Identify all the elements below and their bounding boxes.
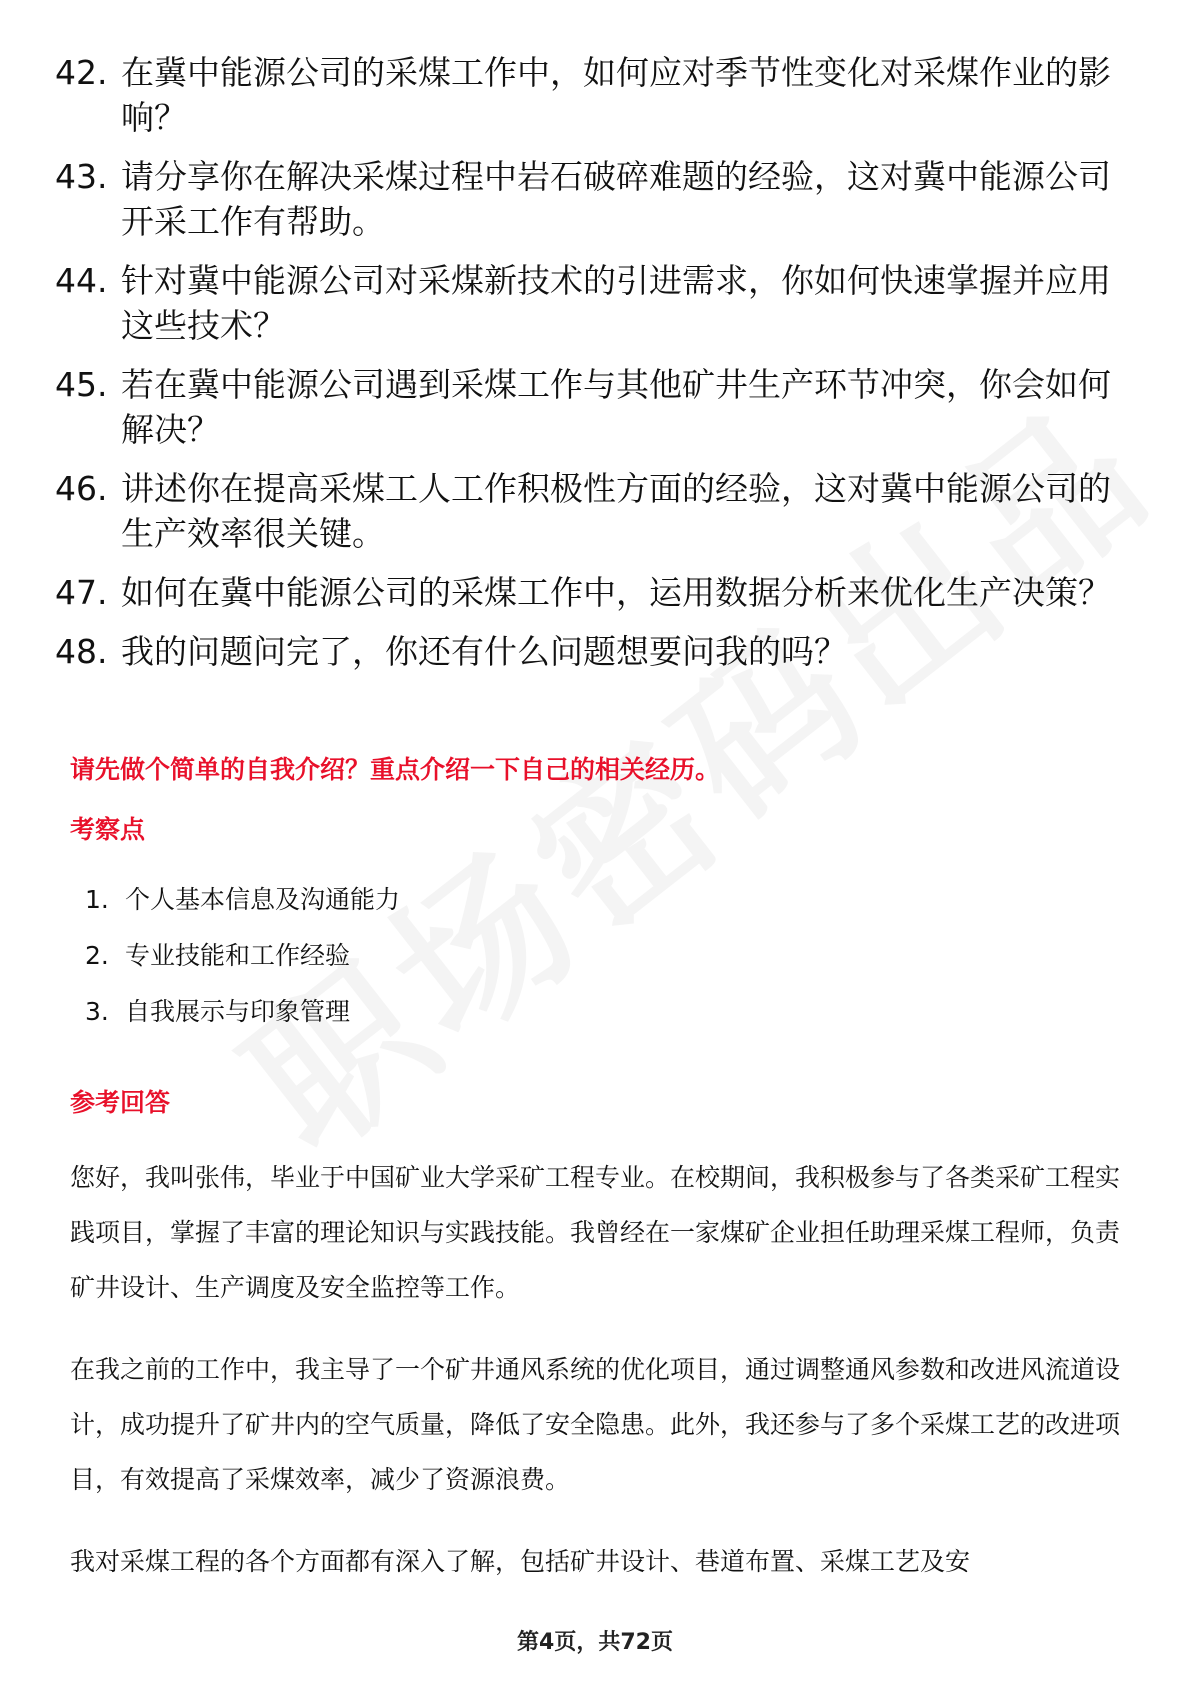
question-text: 针对冀中能源公司对采煤新技术的引进需求，你如何快速掌握并应用这些技术？ (121, 261, 1111, 345)
list-item-text: 个人基本信息及沟通能力 (125, 885, 401, 914)
section-question-heading: 请先做个简单的自我介绍？重点介绍一下自己的相关经历。 (70, 755, 721, 784)
question-number: 42. (55, 53, 108, 92)
question-item (55, 50, 1135, 140)
question-text: 我的问题问完了，你还有什么问题想要问我的吗？ (121, 632, 847, 671)
question-number: 43. (55, 157, 108, 196)
page-footer: 第4页，共72页 (517, 1630, 673, 1655)
question-number: 44. (55, 261, 108, 300)
question-item (55, 570, 1135, 615)
question-text: 讲述你在提高采煤工人工作积极性方面的经验，这对冀中能源公司的生产效率很关键。 (121, 469, 1111, 553)
question-number: 46. (55, 469, 108, 508)
list-item (85, 938, 400, 974)
question-item (55, 154, 1135, 244)
question-text: 在冀中能源公司的采煤工作中，如何应对季节性变化对采煤作业的影响？ (121, 53, 1111, 137)
question-item (55, 466, 1135, 556)
question-item (55, 362, 1135, 452)
answer-paragraph: 我对采煤工程的各个方面都有深入了解，包括矿井设计、巷道布置、采煤工艺及安 (70, 1547, 971, 1576)
reference-answer-heading: 参考回答 (70, 1088, 171, 1117)
answer-paragraph: 在我之前的工作中，我主导了一个矿井通风系统的优化项目，通过调整通风参数和改进风流道设计，成功提升了矿井内的空气质量，降低了安全隐患。此外，我还参与了多个采煤工艺的改进项目，有效提高了采煤效率，减少了资源浪费。 (70, 1355, 1121, 1494)
assessment-points-list (85, 882, 400, 1050)
question-item (55, 258, 1135, 348)
question-number: 48. (55, 632, 108, 671)
list-item-number: 3. (85, 997, 109, 1026)
reference-answer-body (70, 1150, 1120, 1616)
assessment-points-heading: 考察点 (70, 815, 146, 844)
question-number: 47. (55, 573, 108, 612)
list-item-number: 1. (85, 885, 109, 914)
question-text: 若在冀中能源公司遇到采煤工作与其他矿井生产环节冲突，你会如何解决？ (121, 365, 1111, 449)
list-item-text: 自我展示与印象管理 (125, 997, 351, 1026)
question-list (55, 50, 1135, 688)
list-item-text: 专业技能和工作经验 (125, 941, 351, 970)
question-item (55, 629, 1135, 674)
list-item-number: 2. (85, 941, 109, 970)
question-number: 45. (55, 365, 108, 404)
list-item (85, 994, 400, 1030)
question-text: 如何在冀中能源公司的采煤工作中，运用数据分析来优化生产决策？ (121, 573, 1111, 612)
list-item (85, 882, 400, 918)
answer-paragraph: 您好，我叫张伟，毕业于中国矿业大学采矿工程专业。在校期间，我积极参与了各类采矿工程实践项目，掌握了丰富的理论知识与实践技能。我曾经在一家煤矿企业担任助理采煤工程师，负责矿井设计、生产调度及安全监控等工作。 (70, 1163, 1121, 1302)
question-text: 请分享你在解决采煤过程中岩石破碎难题的经验，这对冀中能源公司开采工作有帮助。 (121, 157, 1111, 241)
